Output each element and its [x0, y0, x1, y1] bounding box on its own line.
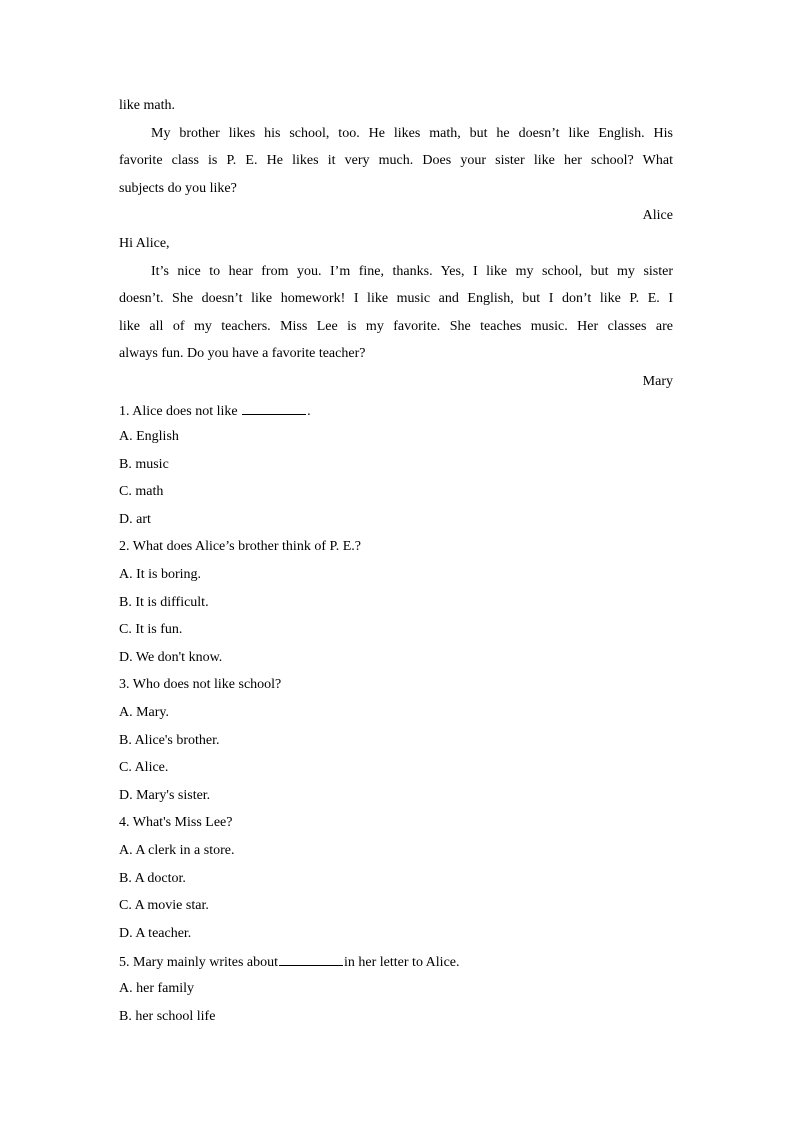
answer-option: A. Mary. — [119, 705, 170, 720]
letter1-para-line: subjects do you like? — [119, 181, 237, 196]
answer-option: C. A movie star. — [119, 898, 209, 913]
letter2-body-line: like all of my teachers. Miss Lee is my favorite. She teaches music. Her classes are — [119, 319, 673, 334]
question-stem: 3. Who does not like school? — [119, 677, 282, 692]
question-stem-text: 5. Mary mainly writes about — [119, 955, 279, 970]
answer-option: C. math — [119, 484, 164, 499]
answer-blank — [242, 400, 306, 415]
answer-option: A. A clerk in a store. — [119, 843, 235, 858]
letter2-body-line: always fun. Do you have a favorite teacher? — [119, 346, 366, 361]
question-stem-text: 1. Alice does not like — [119, 404, 238, 419]
answer-option: A. her family — [119, 981, 195, 996]
answer-option: B. music — [119, 457, 169, 472]
answer-option: B. It is difficult. — [119, 595, 209, 610]
question-stem — [119, 400, 673, 422]
answer-option: C. Alice. — [119, 760, 169, 775]
letter1-line-prev: like math. — [119, 98, 175, 113]
letter1-para-line: favorite class is P. E. He likes it very much. Does your sister like her school? What — [119, 153, 673, 168]
letter2-body-line: doesn’t. She doesn’t like homework! I like music and English, but I don’t like P. E. I — [119, 291, 673, 306]
answer-option: B. Alice's brother. — [119, 733, 220, 748]
question-stem: 4. What's Miss Lee? — [119, 815, 233, 830]
letter1-para-line: My brother likes his school, too. He likes math, but he doesn’t like English. His — [151, 126, 673, 141]
question-stem: 2. What does Alice’s brother think of P. E.? — [119, 539, 361, 554]
letter2-signature: Mary — [642, 374, 673, 389]
answer-option: D. art — [119, 512, 151, 527]
question-stem-text: . — [307, 404, 311, 419]
question-stem — [119, 951, 673, 973]
answer-option: C. It is fun. — [119, 622, 183, 637]
question-stem-text: in her letter to Alice. — [344, 955, 460, 970]
answer-option: D. Mary's sister. — [119, 788, 211, 803]
answer-option: B. her school life — [119, 1009, 216, 1024]
letter2-body-line: It’s nice to hear from you. I’m fine, thanks. Yes, I like my school, but my sister — [151, 264, 673, 279]
answer-option: D. A teacher. — [119, 926, 192, 941]
letter1-signature: Alice — [642, 208, 673, 223]
answer-option: D. We don't know. — [119, 650, 223, 665]
answer-blank — [279, 951, 343, 966]
letter2-greeting: Hi Alice, — [119, 236, 170, 251]
answer-option: A. English — [119, 429, 179, 444]
answer-option: B. A doctor. — [119, 871, 186, 886]
answer-option: A. It is boring. — [119, 567, 202, 582]
